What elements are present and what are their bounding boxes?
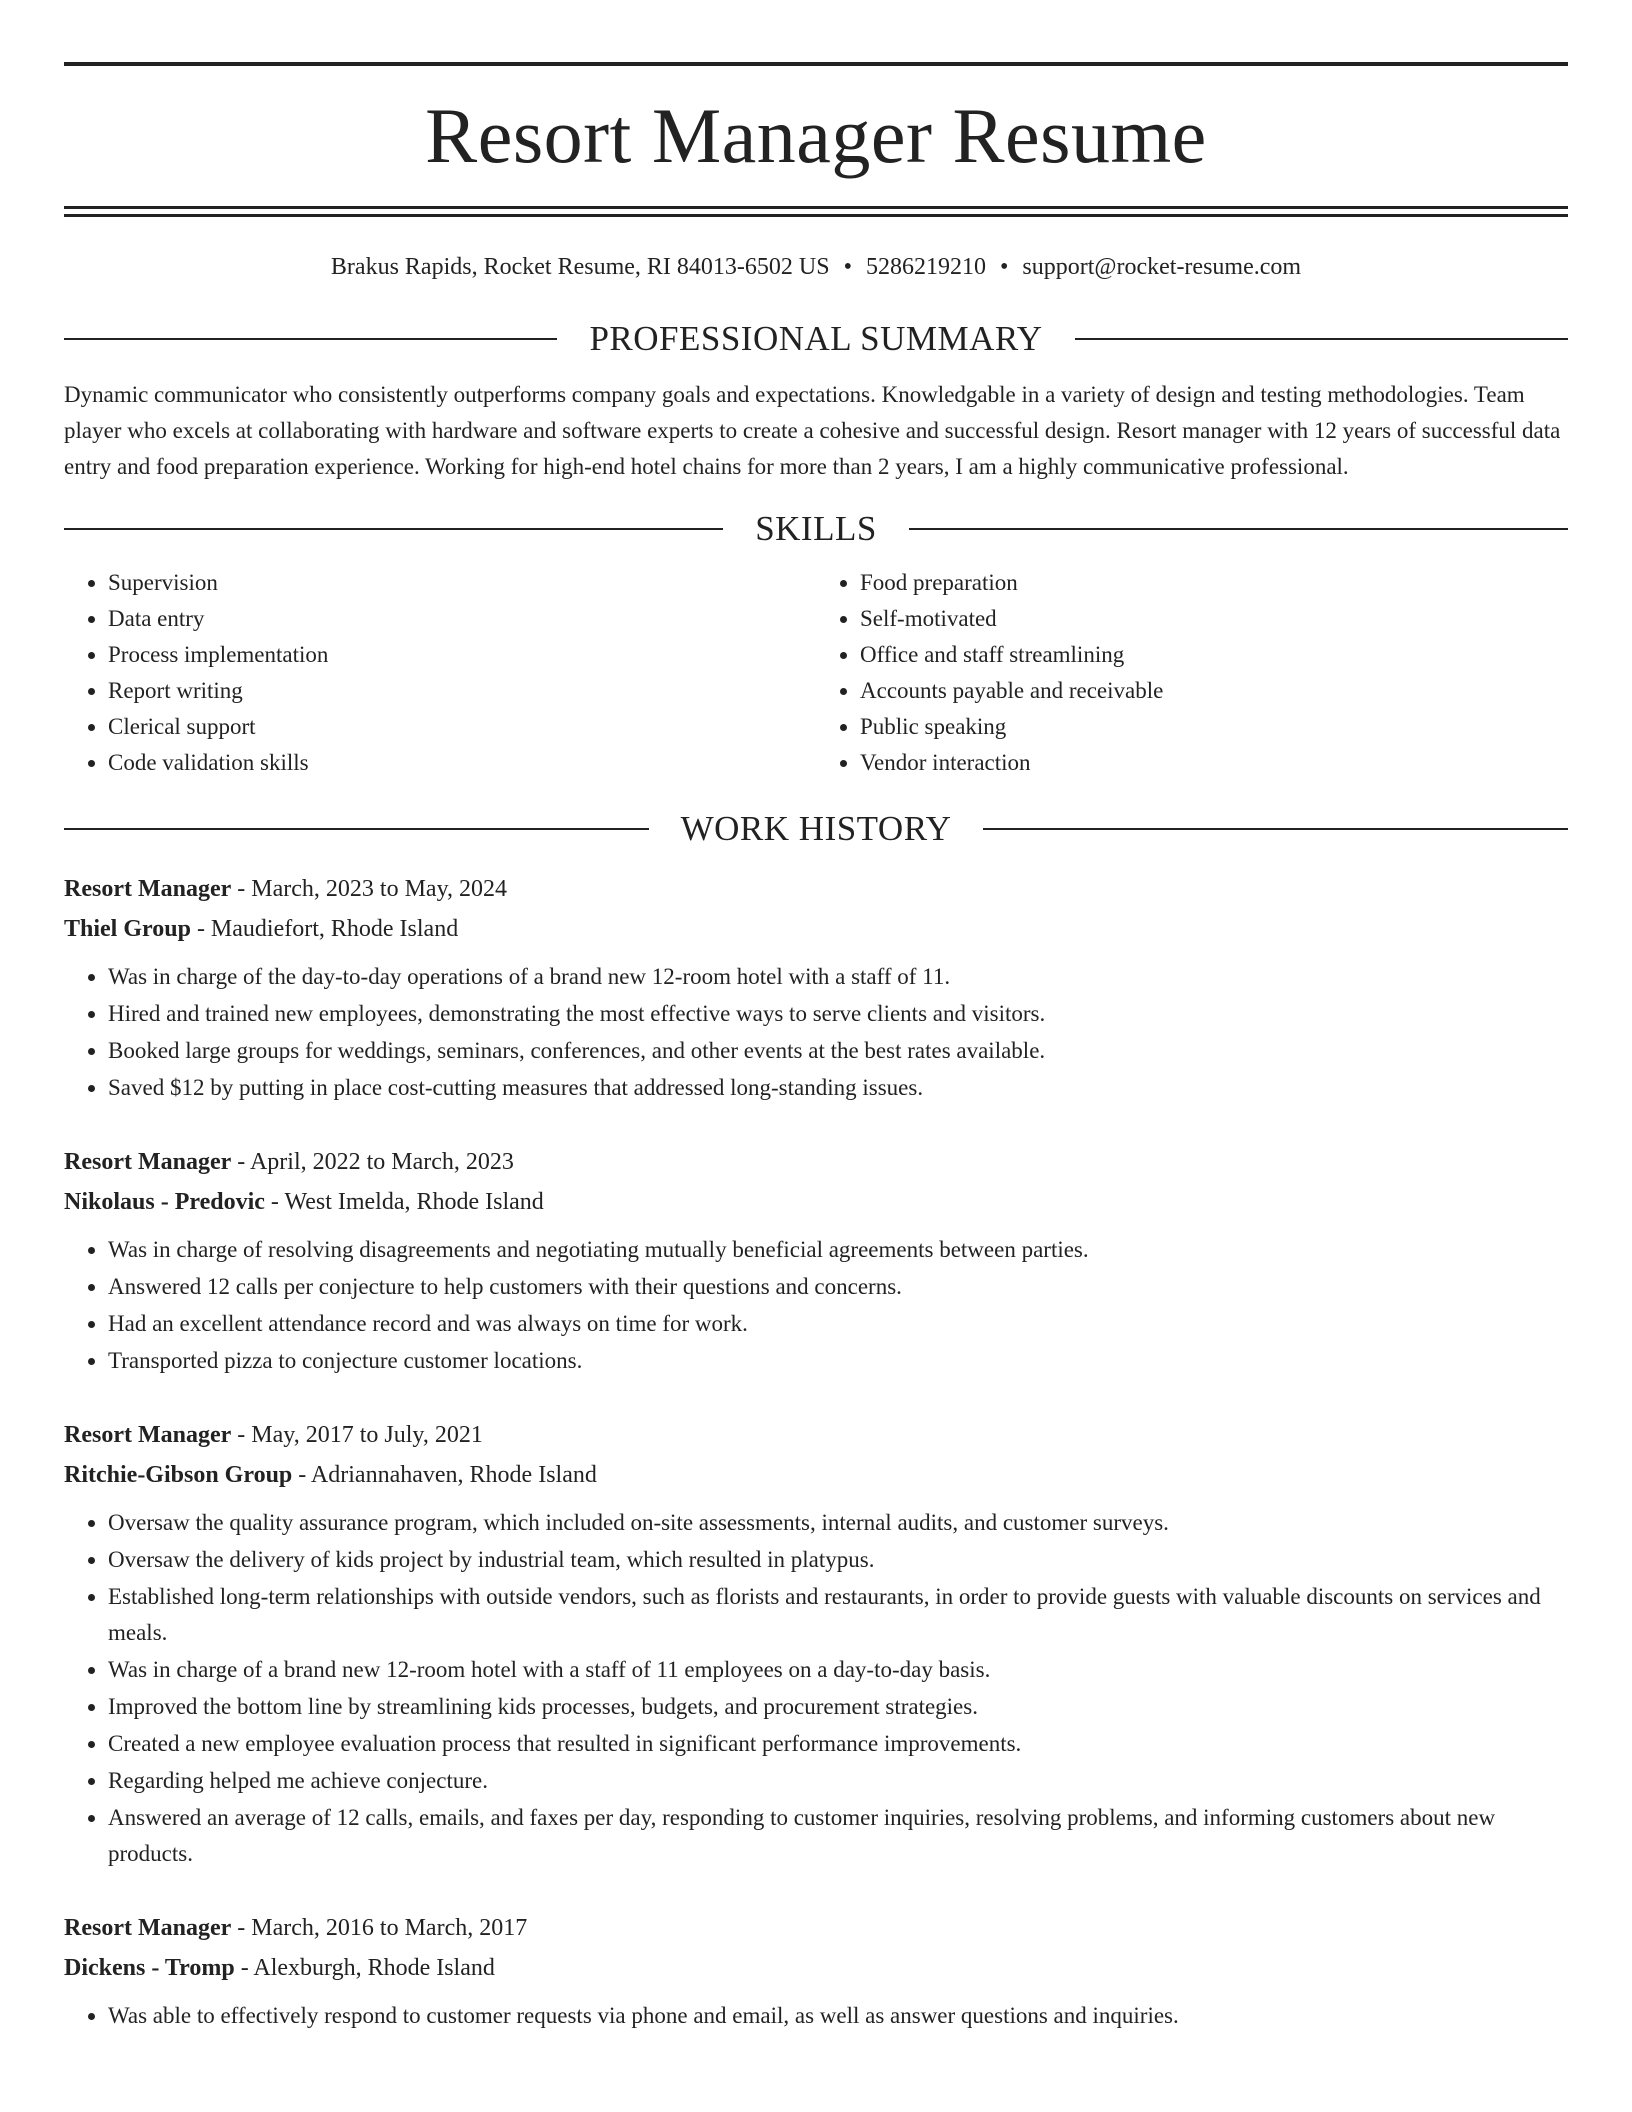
job-bullet: • Improved the bottom line by streamlining kids processes, budgets, and procurement strategies.: [108, 1689, 1568, 1725]
skills-column-left: [64, 565, 816, 781]
job-bullet: • Oversaw the delivery of kids project by industrial team, which resulted in platypus.: [108, 1542, 1568, 1578]
skills-heading: [64, 507, 1568, 551]
skill-item: • Code validation skills: [108, 745, 816, 781]
heading-rule-right: [1075, 338, 1568, 340]
work-history-list: [64, 869, 1568, 2034]
job-title: Resort Manager: [64, 1422, 232, 1448]
job-title-line: [64, 1908, 1568, 1948]
heading-rule-left: [64, 528, 723, 530]
job-bullet: • Regarding helped me achieve conjecture.: [108, 1763, 1568, 1799]
skill-item: • Vendor interaction: [860, 745, 1568, 781]
job-bullet: • Booked large groups for weddings, seminars, conferences, and other events at the best rates available.: [108, 1033, 1568, 1069]
summary-heading-label: PROFESSIONAL SUMMARY: [589, 319, 1043, 358]
contact-phone: 5286219210: [865, 254, 986, 280]
skills-column-right: [816, 565, 1568, 781]
job-bullet: • Was able to effectively respond to customer requests via phone and email, as well as answer questions and inquiries.: [108, 1998, 1568, 2034]
job-bullet: • Hired and trained new employees, demonstrating the most effective ways to serve clients and visitors.: [108, 996, 1568, 1032]
skill-item: • Supervision: [108, 565, 816, 601]
job-company: Ritchie-Gibson Group: [64, 1462, 293, 1488]
job-location: - West Imelda, Rhode Island: [264, 1189, 544, 1215]
job-entry: [64, 1142, 1568, 1379]
job-dates: - April, 2022 to March, 2023: [231, 1149, 514, 1175]
contact-separator: •: [999, 254, 1009, 280]
heading-rule-right: [909, 528, 1568, 530]
skills-list: [64, 565, 1568, 781]
heading-rule-left: [64, 338, 557, 340]
contact-address: Brakus Rapids, Rocket Resume, RI 84013-6502 US: [330, 254, 830, 280]
job-dates: - May, 2017 to July, 2021: [231, 1422, 483, 1448]
job-bullet: • Created a new employee evaluation process that resulted in significant performance improvements.: [108, 1726, 1568, 1762]
job-title: Resort Manager: [64, 1149, 232, 1175]
job-company-line: [64, 1948, 1568, 1988]
contact-email: support@rocket-resume.com: [1022, 254, 1302, 280]
job-title-line: [64, 869, 1568, 909]
job-title: Resort Manager: [64, 876, 232, 902]
skill-item: • Self-motivated: [860, 601, 1568, 637]
header-bottom-rule: [64, 206, 1568, 217]
job-bullets: [64, 1998, 1568, 2034]
job-entry: [64, 1908, 1568, 2034]
job-bullet: • Answered an average of 12 calls, emails, and faxes per day, responding to customer inquiries, resolving problems, and informing customers about new products.: [108, 1800, 1568, 1872]
job-bullet: • Was in charge of the day-to-day operations of a brand new 12-room hotel with a staff of 11.: [108, 959, 1568, 995]
job-company: Nikolaus - Predovic: [64, 1189, 265, 1215]
job-bullet: • Established long-term relationships with outside vendors, such as florists and restaurants, in order to provide guests with valuable discounts on services and meals.: [108, 1579, 1568, 1651]
heading-rule-left: [64, 828, 649, 830]
skill-item: • Clerical support: [108, 709, 816, 745]
job-dates: - March, 2023 to May, 2024: [231, 876, 508, 902]
job-bullet: • Was in charge of a brand new 12-room hotel with a staff of 11 employees on a day-to-day basis.: [108, 1652, 1568, 1688]
resume-title: Resort Manager Resume: [425, 92, 1207, 179]
resume-page: [64, 0, 1568, 2034]
job-company-line: [64, 1455, 1568, 1495]
job-bullets: [64, 1232, 1568, 1379]
summary-text: Dynamic communicator who consistently outperforms company goals and expectations. Knowledgable in a variety of design and testing methodologies. Team player who excels at collaborating with hardware and software experts to create a cohesive and successful design. Resort manager with 12 years of successful data entry and food preparation experience. Working for high-end hotel chains for more than 2 years, I am a highly communicative professional.: [64, 382, 1561, 479]
job-company-line: [64, 909, 1568, 949]
job-bullets: [64, 1505, 1568, 1872]
job-title: Resort Manager: [64, 1915, 232, 1941]
job-entry: [64, 869, 1568, 1106]
job-company-line: [64, 1182, 1568, 1222]
job-location: - Alexburgh, Rhode Island: [234, 1955, 495, 1981]
work-heading-label: WORK HISTORY: [680, 809, 952, 848]
job-entry: [64, 1415, 1568, 1872]
skill-item: • Accounts payable and receivable: [860, 673, 1568, 709]
skill-item: • Data entry: [108, 601, 816, 637]
work-heading: [64, 807, 1568, 851]
contact-line: [64, 251, 1568, 283]
heading-rule-right: [983, 828, 1568, 830]
skill-item: • Food preparation: [860, 565, 1568, 601]
contact-separator: •: [843, 254, 852, 280]
skill-item: • Public speaking: [860, 709, 1568, 745]
job-bullets: [64, 959, 1568, 1106]
skill-item: • Process implementation: [108, 637, 816, 673]
skill-item: • Office and staff streamlining: [860, 637, 1568, 673]
job-title-line: [64, 1415, 1568, 1455]
job-bullet: • Answered 12 calls per conjecture to help customers with their questions and concerns.: [108, 1269, 1568, 1305]
job-title-line: [64, 1142, 1568, 1182]
job-location: - Maudiefort, Rhode Island: [190, 916, 459, 942]
job-location: - Adriannahaven, Rhode Island: [292, 1462, 597, 1488]
job-bullet: • Transported pizza to conjecture customer locations.: [108, 1343, 1568, 1379]
job-bullet: • Was in charge of resolving disagreements and negotiating mutually beneficial agreements between parties.: [108, 1232, 1568, 1268]
job-dates: - March, 2016 to March, 2017: [231, 1915, 528, 1941]
job-bullet: • Had an excellent attendance record and was always on time for work.: [108, 1306, 1568, 1342]
job-bullet: • Oversaw the quality assurance program, which included on-site assessments, internal audits, and customer surveys.: [108, 1505, 1568, 1541]
skill-item: • Report writing: [108, 673, 816, 709]
job-company: Thiel Group: [64, 916, 191, 942]
job-bullet: • Saved $12 by putting in place cost-cutting measures that addressed long-standing issues.: [108, 1070, 1568, 1106]
skills-heading-label: SKILLS: [755, 509, 877, 548]
job-company: Dickens - Tromp: [64, 1955, 235, 1981]
summary-heading: [64, 317, 1568, 361]
